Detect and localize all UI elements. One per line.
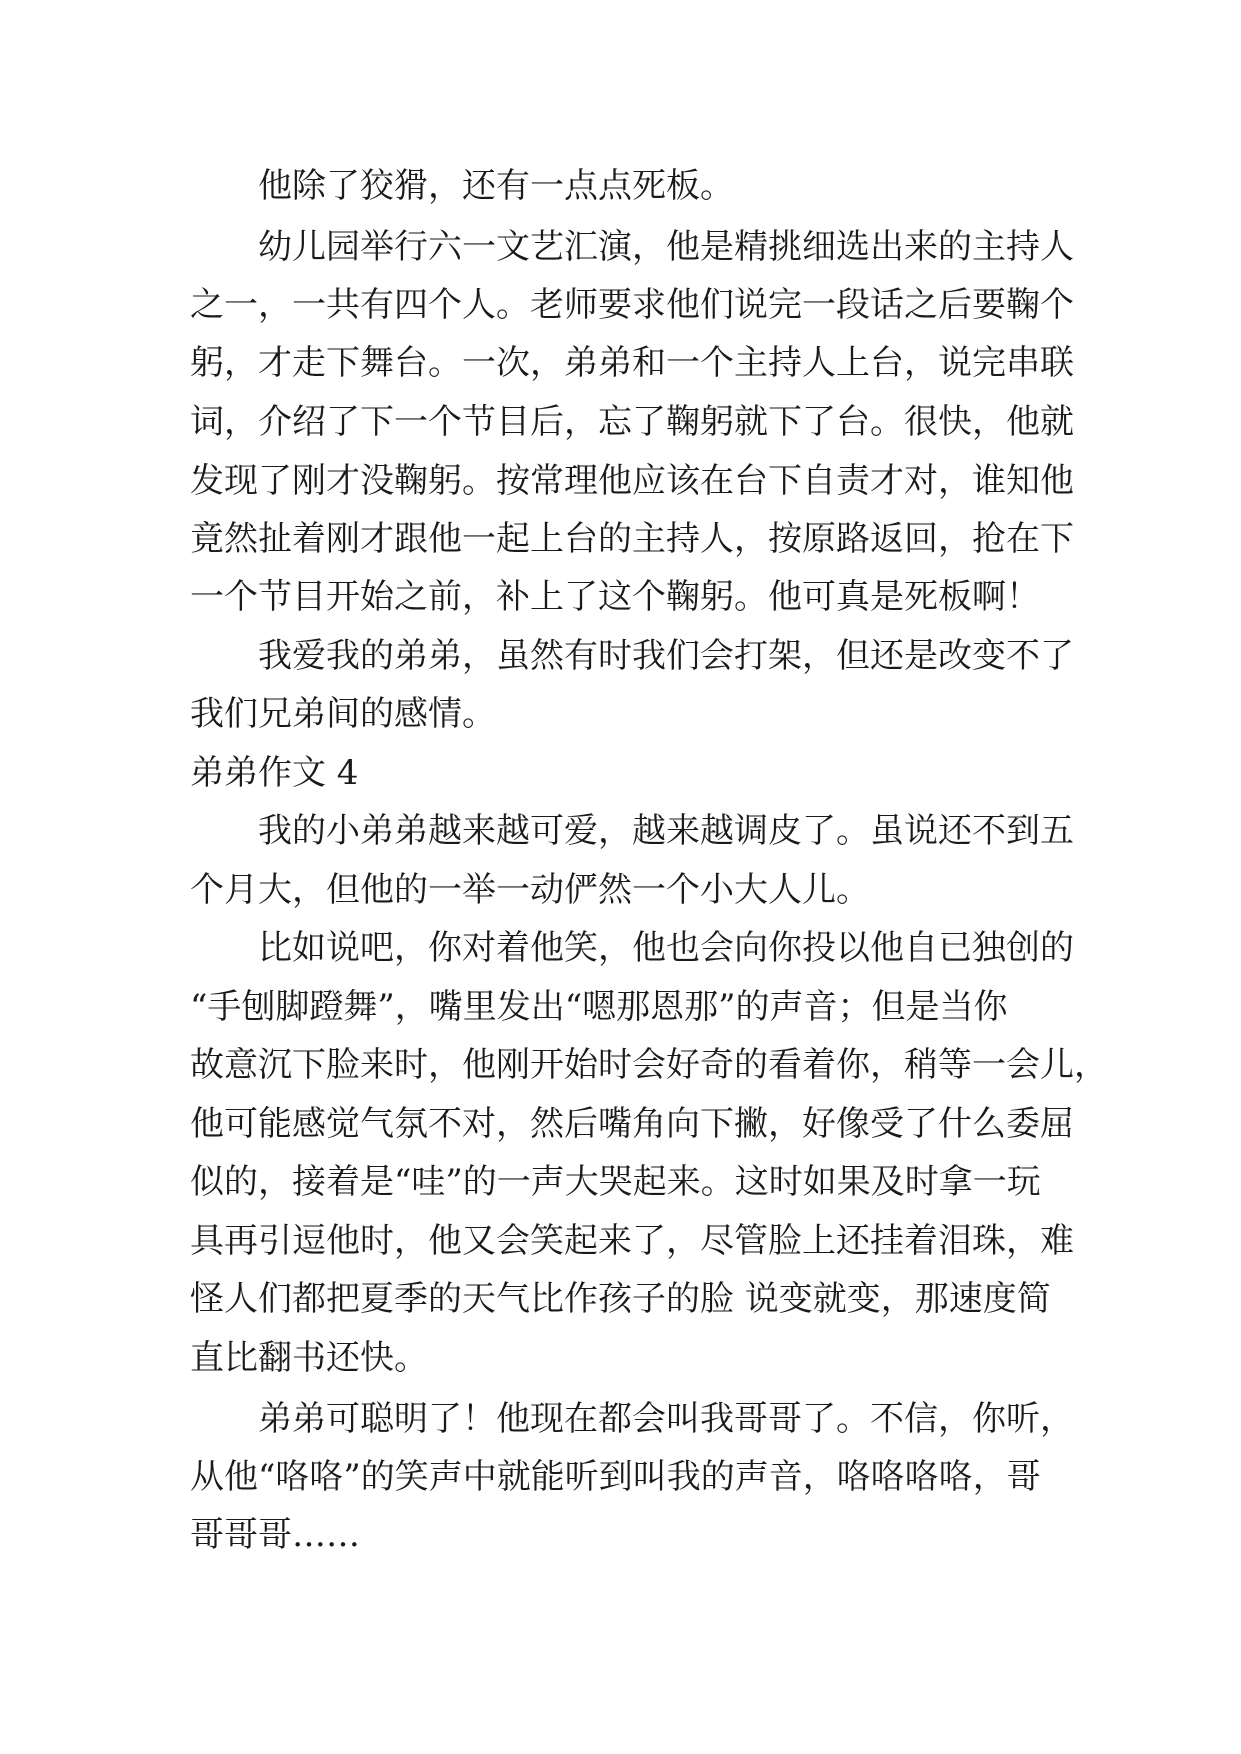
section-heading: 弟弟作文 4 — [190, 753, 359, 793]
paragraph-line: 个月大，但他的一举一动俨然一个小大人儿。 — [190, 870, 870, 910]
paragraph-line: 具再引逗他时，他又会笑起来了，尽管脸上还挂着泪珠，难 — [190, 1221, 1074, 1261]
paragraph-line: 之一，一共有四个人。老师要求他们说完一段话之后要鞠个 — [190, 285, 1074, 325]
paragraph-line: 词，介绍了下一个节目后，忘了鞠躬就下了台。很快，他就 — [190, 402, 1074, 442]
paragraph-line: 一个节目开始之前，补上了这个鞠躬。他可真是死板啊！ — [190, 577, 1040, 617]
paragraph-line: 弟弟可聪明了！他现在都会叫我哥哥了。不信，你听， — [258, 1399, 1074, 1439]
paragraph-line: 发现了刚才没鞠躬。按常理他应该在台下自责才对，谁知他 — [190, 461, 1074, 501]
paragraph-line: 我爱我的弟弟，虽然有时我们会打架，但还是改变不了 — [258, 636, 1074, 676]
paragraph-line: 从他“咯咯”的笑声中就能听到叫我的声音，咯咯咯咯，哥 — [190, 1457, 1041, 1497]
paragraph-line: 直比翻书还快。 — [190, 1338, 428, 1378]
paragraph-line: 竟然扯着刚才跟他一起上台的主持人，按原路返回，抢在下 — [190, 519, 1074, 559]
paragraph-line: 幼儿园举行六一文艺汇演，他是精挑细选出来的主持人 — [258, 227, 1074, 267]
paragraph-line: 故意沉下脸来时，他刚开始时会好奇的看着你，稍等一会儿， — [190, 1045, 1108, 1085]
paragraph-line: 哥哥哥…… — [190, 1515, 360, 1555]
paragraph-line: 似的，接着是“哇”的一声大哭起来。这时如果及时拿一玩 — [190, 1162, 1041, 1202]
paragraph-line: 比如说吧，你对着他笑，他也会向你投以他自已独创的 — [258, 928, 1074, 968]
paragraph-line: 他可能感觉气氛不对，然后嘴角向下撇，好像受了什么委屈 — [190, 1104, 1074, 1144]
paragraph-line: 他除了狡猾，还有一点点死板。 — [258, 166, 734, 206]
paragraph-line: 怪人们都把夏季的天气比作孩子的脸 说变就变，那速度简 — [190, 1279, 1051, 1319]
paragraph-line: “手刨脚蹬舞”，嘴里发出“嗯那恩那”的声音；但是当你 — [190, 987, 1008, 1027]
paragraph-line: 我的小弟弟越来越可爱，越来越调皮了。虽说还不到五 — [258, 811, 1074, 851]
paragraph-line: 躬，才走下舞台。一次，弟弟和一个主持人上台，说完串联 — [190, 343, 1074, 383]
paragraph-line: 我们兄弟间的感情。 — [190, 694, 496, 734]
